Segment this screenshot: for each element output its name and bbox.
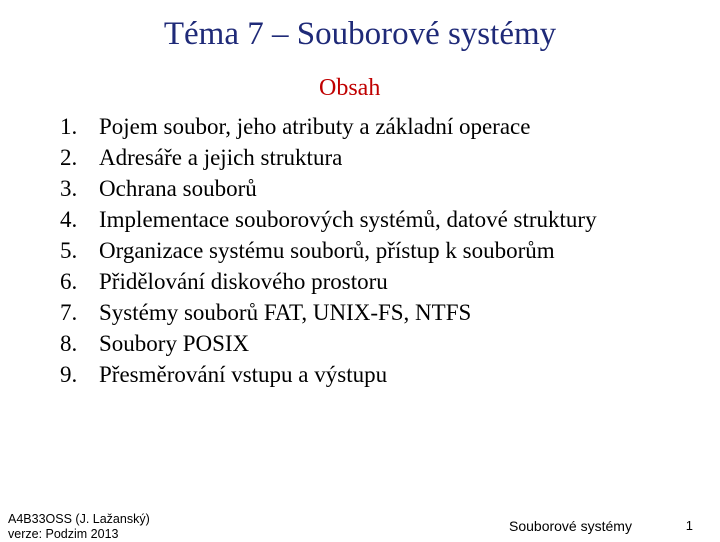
toc-item-text: Přesměrování vstupu a výstupu xyxy=(99,362,388,387)
toc-item-number: 1. xyxy=(60,114,78,139)
toc-item-text: Přidělování diskového prostoru xyxy=(99,269,388,294)
footer-topic: Souborové systémy xyxy=(509,518,632,534)
footer-course-info xyxy=(8,512,150,542)
page-number: 1 xyxy=(685,518,693,533)
toc-item-text: Implementace souborových systémů, datové struktury xyxy=(99,207,597,232)
toc-item-text: Soubory POSIX xyxy=(99,331,250,356)
toc-item-number: 2. xyxy=(60,145,78,170)
toc-item-text: Ochrana souborů xyxy=(99,176,257,201)
toc-item-number: 5. xyxy=(60,238,78,263)
toc-item-number: 3. xyxy=(60,176,78,201)
footer-term-line: verze: Podzim 2013 xyxy=(8,527,119,541)
section-heading: Obsah xyxy=(319,75,381,101)
toc-item-number: 8. xyxy=(60,331,78,356)
toc-item-number: 7. xyxy=(60,300,78,325)
toc-item-number: 9. xyxy=(60,362,78,387)
toc-item-number: 6. xyxy=(60,269,78,294)
slide-title: Téma 7 – Souborové systémy xyxy=(163,16,557,52)
toc-item-text: Systémy souborů FAT, UNIX-FS, NTFS xyxy=(99,300,472,325)
toc-item-number: 4. xyxy=(60,207,78,232)
toc-item-text: Pojem soubor, jeho atributy a základní operace xyxy=(99,114,531,139)
toc-item-text: Adresáře a jejich struktura xyxy=(99,145,343,170)
footer-course-line: A4B33OSS (J. Lažanský) xyxy=(8,512,150,526)
toc-item-text: Organizace systému souborů, přístup k souborům xyxy=(99,238,555,263)
